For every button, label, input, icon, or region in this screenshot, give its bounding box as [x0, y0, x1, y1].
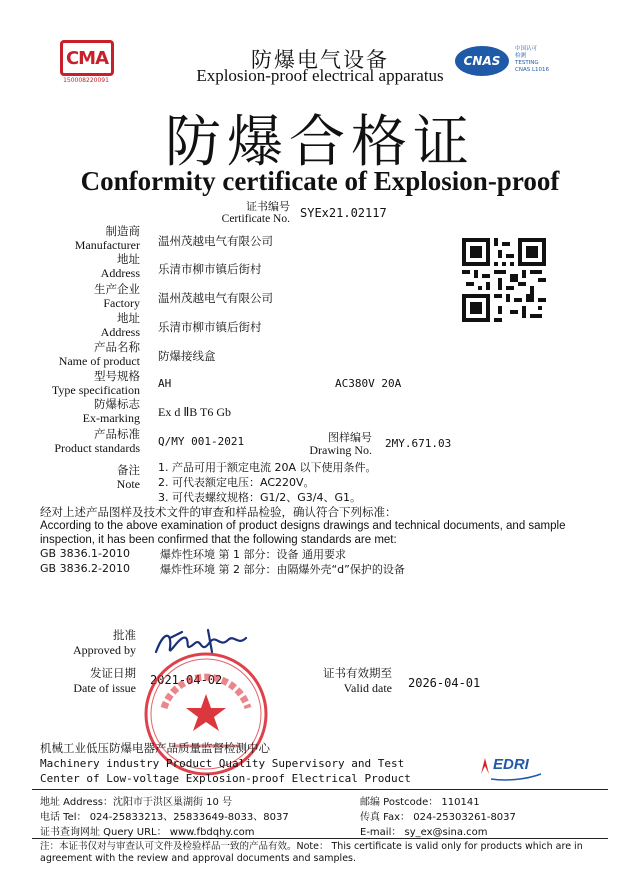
cnas-cn2: 检测: [515, 53, 527, 59]
valid-date-value: 2026-04-01: [408, 676, 481, 690]
manufacturer-value: 温州茂越电气有限公司: [158, 234, 273, 248]
drawing-label: 图样编号 Drawing No.: [309, 431, 372, 457]
divider-top: [32, 789, 608, 790]
footnote: 注：本证书仅对与审查认可文件及检验样品一致的产品有效。Note： This certificate is valid only for products which are in agreement with the review and approval documents and samples.: [40, 841, 583, 864]
statement-en: According to the above examination of product designs drawings and technical documents, and sample inspection, it has been confirmed that the following standards are met:: [40, 520, 566, 546]
standards-value: Q/MY 001-2021: [158, 435, 245, 448]
issue-date-label: 发证日期 Date of issue: [73, 666, 136, 695]
product-value: 防爆接线盒: [158, 349, 216, 363]
contact-address: 地址 Address：沈阳市于洪区巢湖街 10 号: [40, 797, 233, 808]
manufacturer-label: 制造商 Manufacturer: [74, 224, 140, 252]
qr-code: [462, 238, 546, 322]
product-label: 产品名称 Name of product: [58, 340, 140, 368]
address2-label: 地址 Address: [100, 311, 140, 339]
standard-code-2: GB 3836.2-2010: [40, 562, 131, 575]
standard-title-1: 爆炸性环境 第 1 部分：设备 通用要求: [160, 548, 346, 561]
note-line-2: 2. 可代表额定电压：AC220V。: [158, 476, 315, 489]
cma-number: 150008220091: [63, 77, 109, 84]
contact-email: E-mail： sy_ex@sina.com: [360, 827, 488, 838]
note-label: 备注 Note: [116, 463, 140, 491]
cnas-logo-mark: CNAS: [455, 46, 509, 76]
title-cn: 防爆电气设备: [251, 48, 389, 72]
cma-logo-mark: CMA: [60, 40, 114, 76]
issuer-name-cn: 机械工业低压防爆电器产品质量监督检测中心: [40, 741, 270, 755]
drawing-value: 2MY.671.03: [385, 437, 452, 450]
standard-title-2: 爆炸性环境 第 2 部分：由隔爆外壳“d”保护的设备: [160, 563, 405, 576]
type-rating-value: AC380V 20A: [335, 377, 402, 390]
exmark-label: 防爆标志 Ex-marking: [82, 397, 140, 425]
address-value: 乐清市柳市镇后街村: [158, 262, 262, 276]
note-line-1: 1. 产品可用于额定电流 20A 以下使用条件。: [158, 461, 377, 474]
address-label: 地址 Address: [100, 252, 140, 280]
factory-value: 温州茂越电气有限公司: [158, 291, 273, 305]
exmark-value: Ex d ⅡB T6 Gb: [158, 405, 232, 419]
cnas-no: CNAS L1016: [515, 67, 550, 73]
edri-logo: [475, 752, 545, 782]
cert-no-label: 证书编号 Certificate No.: [221, 200, 290, 225]
type-label: 型号规格 Type specification: [51, 369, 140, 397]
main-title-cn: 防爆合格证: [165, 110, 475, 175]
approved-label: 批准 Approved by: [73, 628, 136, 657]
cert-no-value: SYEx21.02117: [300, 206, 387, 220]
contact-postcode: 邮编 Postcode： 110141: [360, 797, 480, 808]
title-en: Explosion-proof electrical apparatus: [196, 66, 444, 85]
statement-cn: 经对上述产品图样及技术文件的审查和样品检验，确认符合下列标准：: [40, 505, 397, 519]
divider-bottom: [32, 838, 608, 839]
address2-value: 乐清市柳市镇后街村: [158, 320, 262, 334]
cnas-en: TESTING: [515, 60, 539, 66]
main-title-en: Conformity certificate of Explosion-proof: [80, 166, 560, 196]
standards-label: 产品标准 Product standards: [54, 427, 140, 455]
contact-tel: 电话 Tel： 024-25833213、25833649-8033、8037: [40, 812, 289, 823]
issue-date-value: 2021-04-02: [150, 673, 223, 687]
type-value: AH: [158, 377, 172, 390]
valid-date-label: 证书有效期至 Valid date: [323, 666, 392, 695]
issuer-name-en-2: Center of Low-voltage Explosion-proof Electrical Product: [40, 772, 411, 785]
issuer-name-en-1: Machinery industry Product Quality Supervisory and Test: [40, 757, 405, 770]
cnas-cn: 中国认可: [515, 46, 538, 52]
factory-label: 生产企业 Factory: [94, 282, 140, 310]
contact-fax: 传真 Fax： 024-25303261-8037: [360, 812, 516, 823]
standard-code-1: GB 3836.1-2010: [40, 547, 131, 560]
note-line-3: 3. 可代表螺纹规格：G1/2、G3/4、G1。: [158, 491, 361, 504]
edri-text: EDRI: [493, 756, 529, 773]
contact-url: 证书查询网址 Query URL： www.fbdqhy.com: [40, 827, 255, 838]
